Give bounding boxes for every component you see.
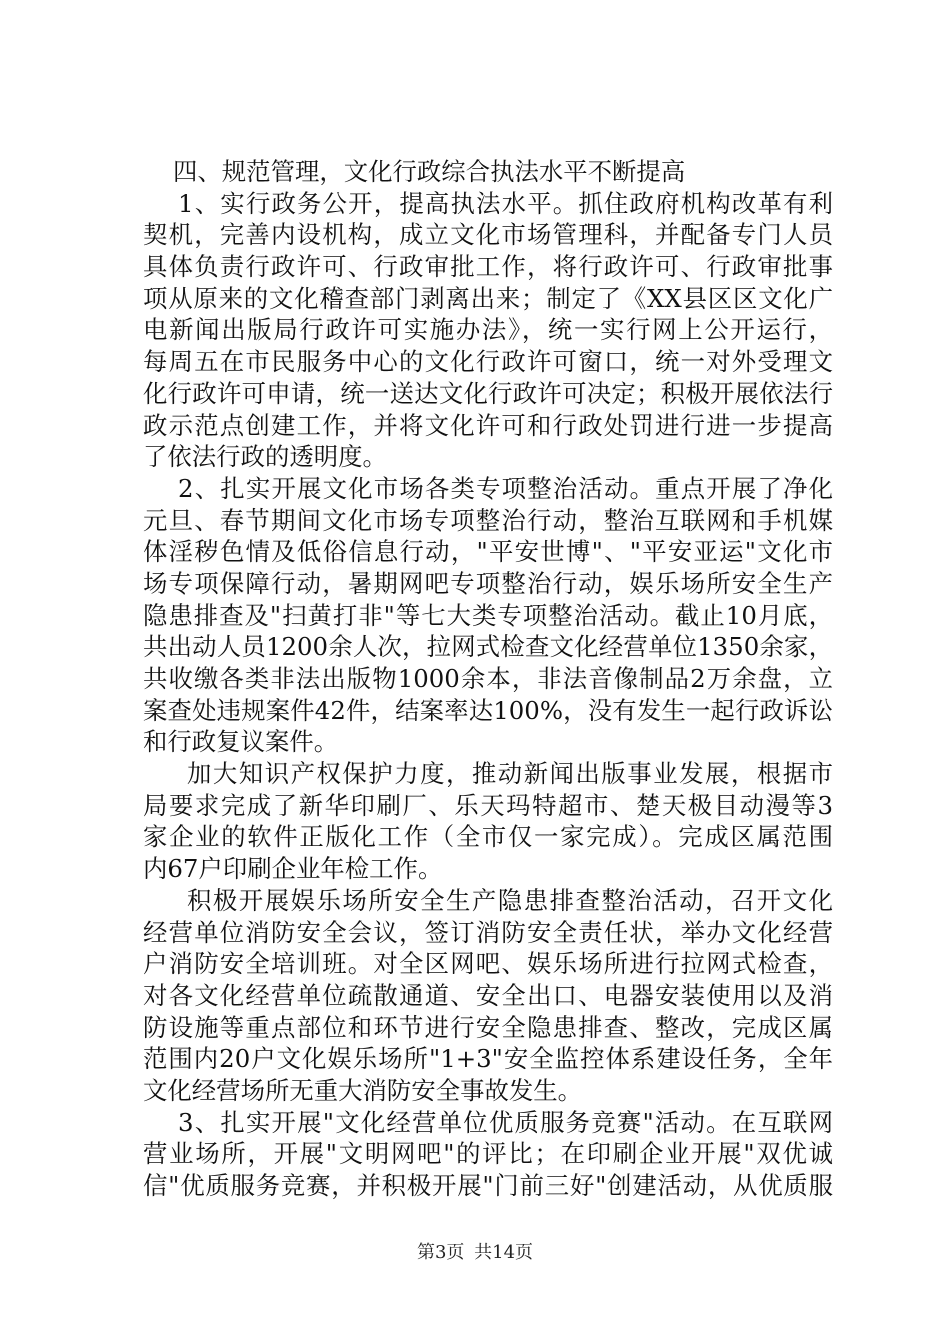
text-line: 营业场所，开展"文明网吧"的评比；在印刷企业开展"双优诚 [143,1139,833,1169]
text-line: 对各文化经营单位疏散通道、安全出口、电器安装使用以及消 [143,980,833,1010]
document-body [143,156,833,1202]
page-number: 第3页 [416,1242,465,1263]
text-line: 加大知识产权保护力度，推动新闻出版事业发展，根据市 [187,759,833,789]
text-line: 防设施等重点部位和环节进行安全隐患排查、整改，完成区属 [143,1012,833,1042]
text-line: 经营单位消防安全会议，签订消防安全责任状，举办文化经营 [143,917,833,947]
text-line: 每周五在市民服务中心的文化行政许可窗口，统一对外受理文 [143,347,833,377]
text-line: 和行政复议案件。 [143,727,339,757]
text-line: 共出动人员1200余人次，拉网式检查文化经营单位1350余家， [143,632,833,662]
text-line: 局要求完成了新华印刷厂、乐天玛特超市、楚天极目动漫等3 [143,790,833,820]
text-line: 范围内20户文化娱乐场所"1+3"安全监控体系建设任务，全年 [143,1044,833,1074]
text-line: 契机，完善内设机构，成立文化市场管理科，并配备专门人员 [143,220,833,250]
text-line: 案查处违规案件42件，结案率达100%，没有发生一起行政诉讼 [143,695,833,725]
text-line: 户消防安全培训班。对全区网吧、娱乐场所进行拉网式检查， [143,949,833,979]
text-line: 项从原来的文化稽查部门剥离出来；制定了《XX县区区文化广 [143,283,833,313]
text-line: 积极开展娱乐场所安全生产隐患排查整治活动，召开文化 [187,885,833,915]
text-line: 信"优质服务竞赛，并积极开展"门前三好"创建活动，从优质服 [143,1171,833,1200]
page-total: 共14页 [474,1242,534,1263]
text-line: 了依法行政的透明度。 [143,442,387,472]
text-line: 2、扎实开展文化市场各类专项整治活动。重点开展了净化 [178,473,833,503]
text-line: 家企业的软件正版化工作（全市仅一家完成）。完成区属范围 [143,822,833,852]
text-line: 具体负责行政许可、行政审批工作，将行政许可、行政审批事 [143,252,833,282]
text-line: 共收缴各类非法出版物1000余本，非法音像制品2万余盘，立 [143,664,833,693]
text-line: 元旦、春节期间文化市场专项整治行动，整治互联网和手机媒 [143,505,833,535]
text-line: 1、实行政务公开，提高执法水平。抓住政府机构改革有利 [178,188,833,218]
text-line: 化行政许可申请，统一送达文化行政许可决定；积极开展依法行 [143,378,833,408]
text-line: 电新闻出版局行政许可实施办法》，统一实行网上公开运行， [143,315,833,345]
section-heading: 四、规范管理，文化行政综合执法水平不断提高 [173,157,686,186]
page-footer [0,1238,950,1264]
text-line: 隐患排查及"扫黄打非"等七大类专项整治活动。截止10月底， [143,600,833,630]
text-line: 3、扎实开展"文化经营单位优质服务竞赛"活动。在互联网 [178,1107,833,1137]
text-line: 政示范点创建工作，并将文化许可和行政处罚进行进一步提高 [143,410,833,440]
text-line: 文化经营场所无重大消防安全事故发生。 [143,1075,583,1105]
text-line: 体淫秽色情及低俗信息行动，"平安世博"、"平安亚运"文化市 [143,537,833,567]
text-line: 场专项保障行动，暑期网吧专项整治行动，娱乐场所安全生产 [143,568,833,598]
text-line: 内67户印刷企业年检工作。 [143,854,443,884]
